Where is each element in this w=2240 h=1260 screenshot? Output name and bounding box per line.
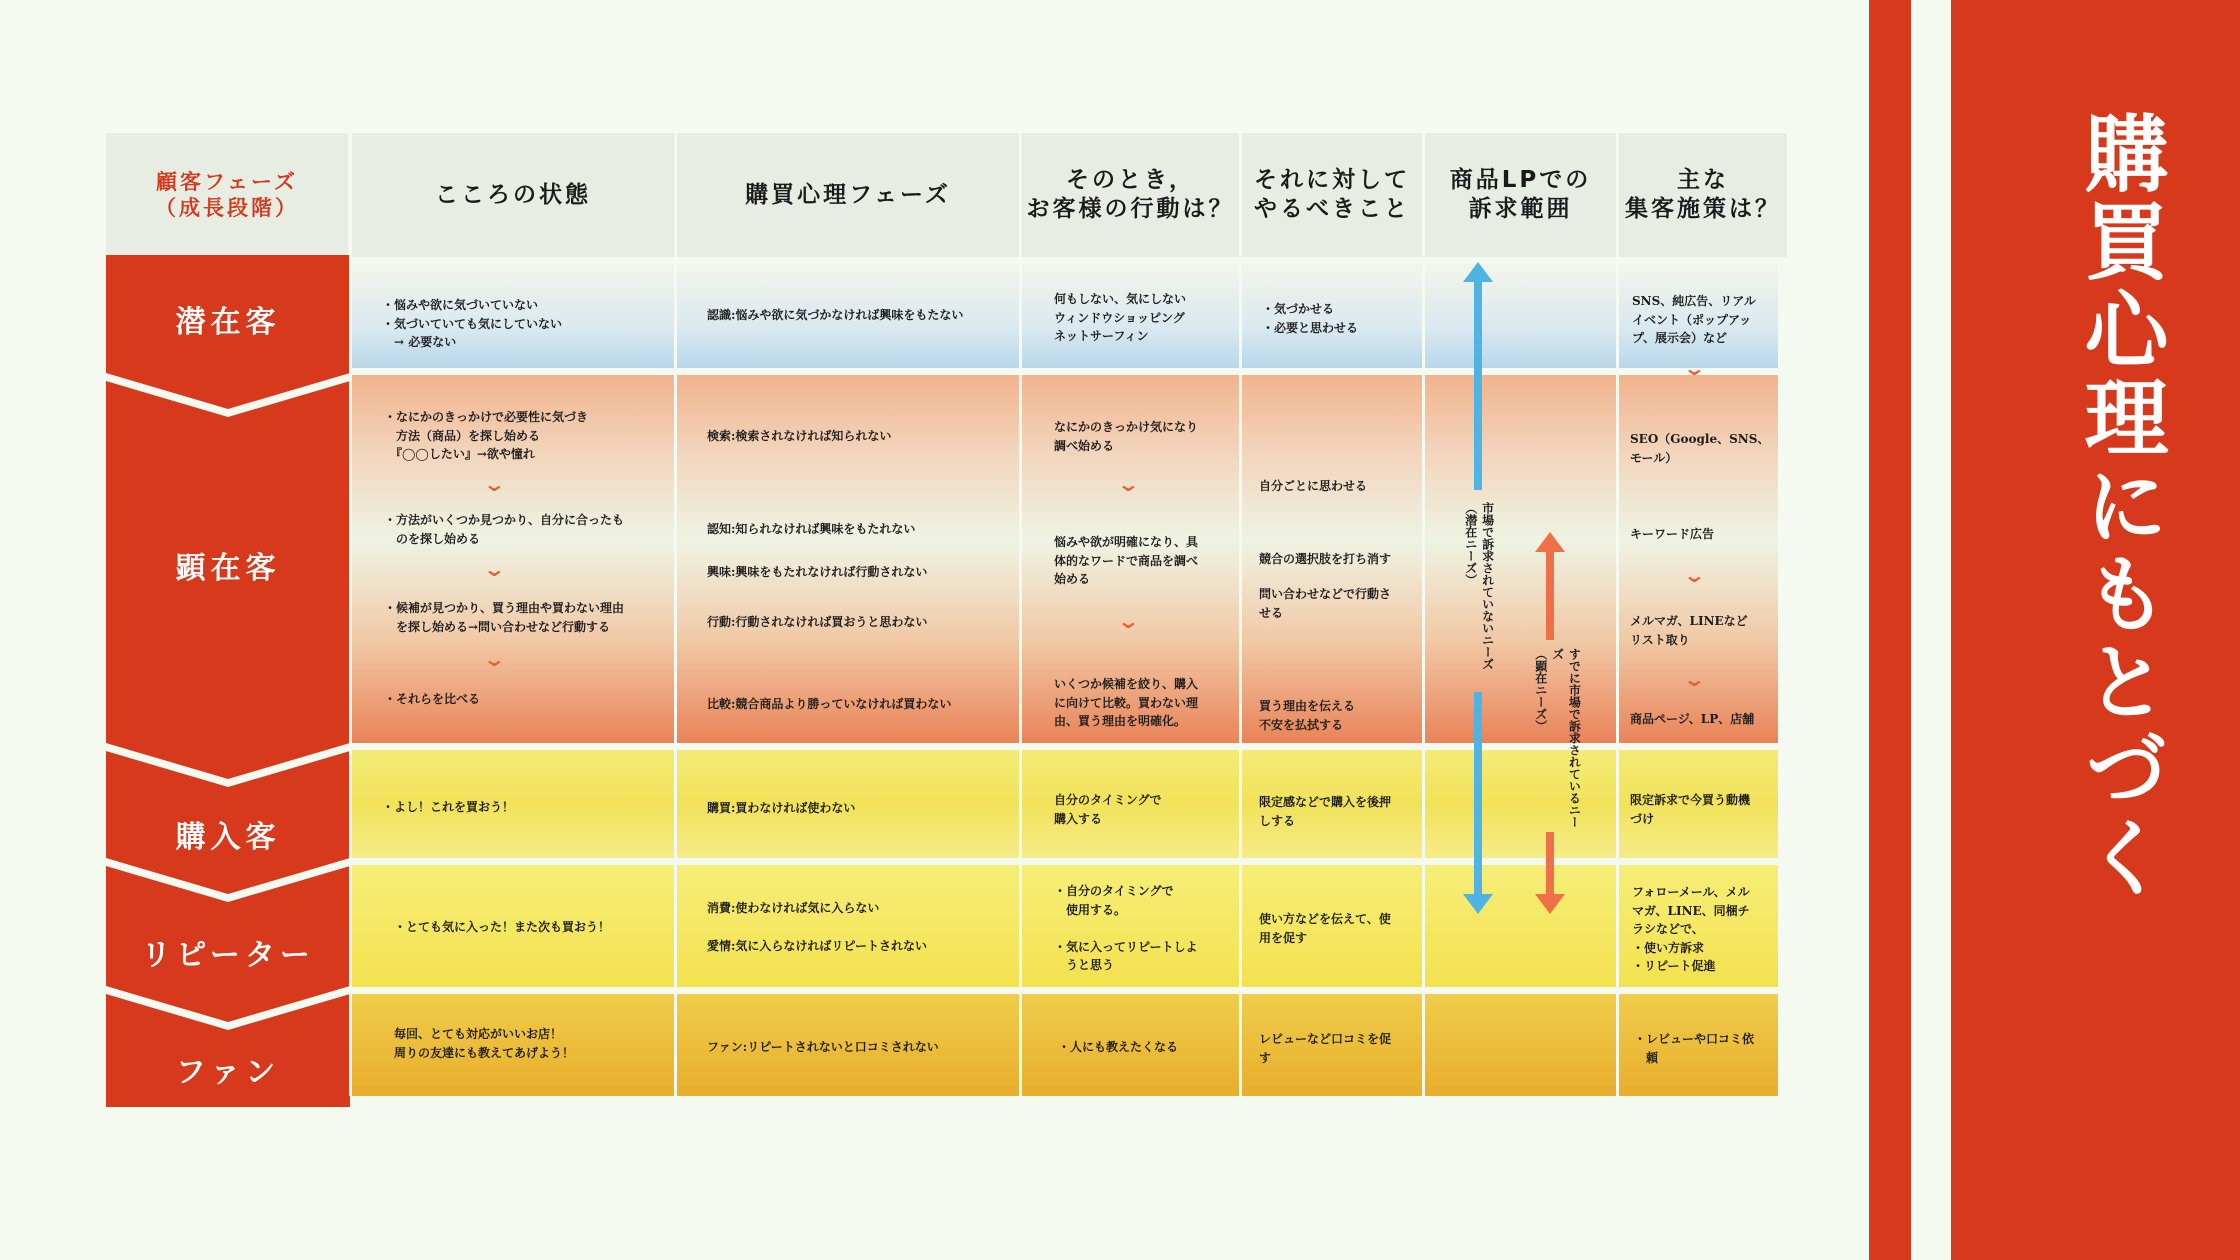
chevron-down-icon: ⌄ [482,647,507,671]
cell-manifest-todo-2: 競合の選択肢を打ち消す [1259,552,1392,566]
cell-manifest-todo-4: 買う理由を伝える 不安を払拭する [1259,699,1356,732]
header-lp: 商品LPでの 訴求範囲 [1425,133,1616,257]
cell-buyer-psych: 購買:買わなければ使わない [707,801,856,815]
chevron-down-icon: ⌄ [1682,667,1707,691]
cell-manifest-channel-2: キーワード広告 [1630,527,1715,541]
header-action: そのとき， お客様の行動は？ [1022,133,1239,257]
cell-manifest-psych-1: 検索:検索されなければ知られない [707,429,892,443]
header-phase: 顧客フェーズ （成長段階） [106,133,348,257]
chevron-down-icon: ⌄ [1682,356,1707,380]
cell-manifest-psych-3: 興味:興味をもたれなければ行動されない [707,565,928,579]
cell-manifest-mind-2: ・方法がいくつか見つかり、自分に合ったも のを探し始める [384,513,625,546]
cell-fan-psych: ファン:リピートされないと口コミされない [707,1040,939,1054]
cell-manifest-todo-3: 問い合わせなどで行動さ せる [1259,587,1392,620]
cell-manifest-action-1: なにかのきっかけ気になり 調べ始める [1054,420,1199,453]
cell-latent-mind: ・悩みや欲に気づいていない ・気づいていても気にしていない → 必要ない [382,298,563,350]
cell-manifest-action-2: 悩みや欲が明確になり、具 体的なワードで商品を調べ 始める [1054,535,1199,587]
header-channel: 主な 集客施策は？ [1619,133,1787,257]
cell-repeat-mind: ・とても気に入った！また次も買おう！ [394,920,611,934]
cell-latent-action: 何もしない、気にしない ウィンドウショッピング ネットサーフィン [1054,292,1187,344]
cell-buyer-action: 自分のタイミングで 購入する [1054,793,1162,826]
phase-label-buyer: 購入客 [175,820,281,855]
cell-manifest-todo-1: 自分ごとに思わせる [1259,479,1368,493]
page-subtitle: カスタマーグロースマップ [1941,110,2039,1166]
phase-label-repeat: リピーター [141,938,315,973]
cell-buyer-channel: 限定訴求で今買う動機 づけ [1630,793,1751,826]
phase-label-latent: 潜在客 [175,305,281,340]
cell-fan-todo: レビューなど口コミを促 す [1259,1032,1392,1065]
phase-label-fan: ファン [175,1055,281,1090]
header-todo: それに対して やるべきこと [1242,133,1422,257]
page-title: 購買心理にもとづく [2071,110,2169,902]
cell-buyer-mind: ・よし！これを買おう！ [382,800,515,814]
cell-repeat-action: ・自分のタイミングで 使用する。 ・気に入ってリピートしよ うと思う [1054,884,1198,973]
cell-repeat-channel: フォローメール、メル マガ、LINE、同梱チ ラシなどで、 ・使い方訴求 ・リピート促進 [1632,885,1750,974]
lp-note-orange: すでに市場で訴求されているニーズ （顕在ニーズ） [1533,648,1582,828]
lp-note-blue: 市場で訴求されていないニーズ （潜在ニーズ） [1463,502,1495,670]
phase-label-manifest: 顕在客 [175,551,281,586]
cell-manifest-mind-1: ・なにかのきっかけで必要性に気づき 方法（商品）を探し始める 『◯◯したい』→欲や憧れ [384,410,589,462]
cell-fan-mind: 毎回、とても対応がいいお店！ 周りの友達にも教えてあげよう！ [394,1027,575,1060]
chevron-down-icon: ⌄ [1682,563,1707,587]
chevron-down-icon: ⌄ [1116,472,1141,496]
cell-manifest-psych-5: 比較:競合商品より勝っていなければ買わない [707,697,952,711]
cell-manifest-mind-4: ・それらを比べる [384,692,481,706]
cell-manifest-psych-4: 行動:行動されなければ買おうと思わない [707,615,928,629]
cell-repeat-todo: 使い方などを伝えて、使 用を促す [1259,912,1391,945]
cell-latent-channel: SNS、純広告、リアル イベント（ポップアッ プ、展示会）など [1632,294,1756,346]
cell-manifest-channel-4: 商品ページ、LP、店舗 [1630,712,1755,726]
chevron-down-icon: ⌄ [482,557,507,581]
cell-manifest-action-3: いくつか候補を絞り、購入 に向けて比較。買わない理 由、買う理由を明確化。 [1054,677,1199,729]
cell-manifest-psych-2: 認知:知られなければ興味をもたれない [707,522,916,536]
cell-manifest-channel-3: メルマガ、LINEなど リスト取り [1630,614,1748,647]
chevron-down-icon: ⌄ [1116,609,1141,633]
header-mind: こころの状態 [352,133,674,257]
cell-fan-action: ・人にも教えたくなる [1058,1040,1179,1054]
cell-repeat-psych-1: 消費:使わなければ気に入らない [707,901,880,915]
chevron-down-icon: ⌄ [482,472,507,496]
cell-buyer-todo: 限定感などで購入を後押 しする [1259,795,1392,828]
cell-manifest-channel-1: SEO（Google、SNS、 モール） [1630,432,1770,465]
cell-latent-todo: ・気づかせる ・必要と思わせる [1262,302,1359,335]
header-psych: 購買心理フェーズ [677,133,1019,257]
cell-repeat-psych-2: 愛情:気に入らなければリピートされない [707,939,927,953]
cell-fan-channel: ・レビューや口コミ依 頼 [1634,1032,1755,1065]
cell-manifest-mind-3: ・候補が見つかり、買う理由や買わない理由 を探し始める→問い合わせなど行動する [384,601,625,634]
cell-latent-psych: 認識:悩みや欲に気づかなければ興味をもたない [707,308,964,322]
